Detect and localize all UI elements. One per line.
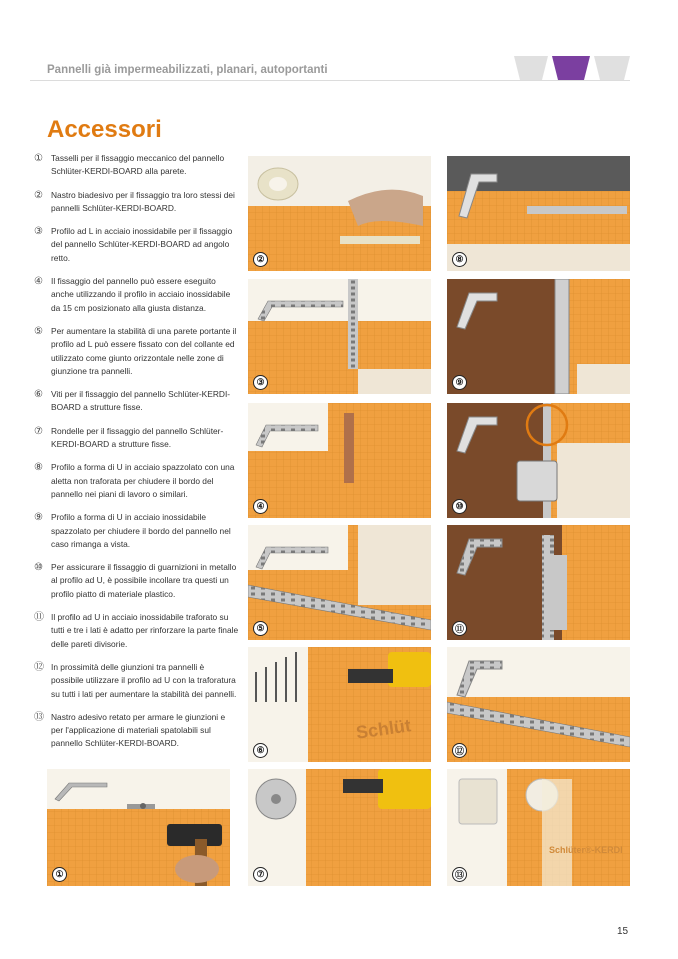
photo-badge: ①: [52, 867, 67, 882]
photo-perforated-u-profile: [447, 525, 630, 640]
photo-screws-drill: [248, 647, 431, 762]
tab-active: [552, 56, 590, 80]
photo-l-profile: [248, 279, 431, 394]
item-number: ①: [34, 153, 43, 164]
list-item: [34, 152, 239, 179]
list-item: [34, 461, 239, 501]
page-title: Accessori: [47, 116, 162, 143]
photo-badge: ④: [253, 499, 268, 514]
photo-horizontal-joint: [248, 525, 431, 640]
list-item: [34, 561, 239, 601]
list-item: [34, 661, 239, 701]
item-text: Profilo ad L in acciaio inossidabile per il fissaggio del pannello Schlüter-KERDI-BOARD ad angolo retto.: [51, 226, 233, 263]
photo-short-profile: [248, 403, 431, 518]
list-item: [34, 711, 239, 751]
list-item: [34, 388, 239, 415]
item-number: ②: [34, 189, 43, 201]
item-text: Rondelle per il fissaggio del pannello Schlüter-KERDI-BOARD a strutture fisse.: [51, 425, 224, 450]
photo-badge: ⑥: [253, 743, 268, 758]
item-number: ⑨: [34, 512, 43, 524]
list-item: [34, 325, 239, 378]
item-text: Nastro adesivo retato per armare le giunzioni e per l'applicazione di materiali spatolabili sul pannello Schlüter-KERDI-BOARD.: [51, 711, 226, 749]
item-number: ⑬: [34, 711, 44, 723]
photo-badge: ⑫: [452, 743, 467, 758]
tab-left: [514, 56, 548, 80]
item-text: Per aumentare la stabilità di una parete portante il profilo ad L può essere fissato con del collante ed utilizzato come giunto orizzontale nelle zone di giunzione tra pannelli.: [51, 325, 237, 376]
photo-badge: ⑬: [452, 867, 467, 882]
item-text: Il profilo ad U in acciaio inossidabile traforato su tutti e tre i lati è adatto per rinforzare la parte finale delle pareti divisorie.: [51, 612, 239, 649]
photo-panel-joint-profile: [447, 647, 630, 762]
list-item: [34, 275, 239, 315]
item-number: ⑫: [34, 661, 44, 673]
item-text: Profilo a forma di U in acciaio inossidabile spazzolato per chiudere il bordo del pannello nel caso rimanga a vista.: [51, 512, 231, 549]
item-text: Nastro biadesivo per il fissaggio tra loro stessi dei pannelli Schlüter-KERDI-BOARD.: [51, 189, 235, 213]
item-text: Il fissaggio del pannello può essere eseguito anche utilizzando il profilo in acciaio inossidabile da 15 cm posizionato alla giusta distanza.: [51, 276, 231, 313]
photo-badge: ⑩: [452, 499, 467, 514]
item-number: ⑧: [34, 462, 43, 474]
photo-badge: ⑧: [452, 252, 467, 267]
section-tabs: [512, 54, 632, 82]
item-number: ⑦: [34, 425, 43, 437]
photo-u-profile-edge: [447, 279, 630, 394]
photo-badge: ⑪: [452, 621, 467, 636]
brand-watermark: Schlüt: [354, 715, 413, 743]
item-number: ⑥: [34, 389, 43, 401]
photo-reinforcing-tape: [447, 769, 630, 886]
photo-wall-plug-hammer: [47, 769, 230, 886]
item-number: ⑤: [34, 325, 43, 337]
item-text: Viti per il fissaggio del pannello Schlüter-KERDI-BOARD a strutture fisse.: [51, 389, 231, 413]
brand-watermark: Schlüter®-KERDI: [549, 845, 623, 855]
photo-badge: ⑤: [253, 621, 268, 636]
list-item: [34, 225, 239, 265]
photo-badge: ③: [253, 375, 268, 390]
photo-badge: ⑨: [452, 375, 467, 390]
photo-u-profile-worktop: [447, 156, 630, 271]
list-item: [34, 611, 239, 651]
item-number: ③: [34, 226, 43, 238]
photo-badge: ⑦: [253, 867, 268, 882]
item-number: ④: [34, 276, 43, 288]
item-number: ⑩: [34, 562, 43, 574]
tab-right: [594, 56, 630, 80]
list-item: [34, 425, 239, 452]
item-number: ⑪: [34, 612, 44, 624]
item-text: Per assicurare il fissaggio di guarnizioni in metallo al profilo ad U, è possibile incollare tra questi un profilo piatto di materiale plastico.: [51, 562, 237, 599]
list-item: [34, 189, 239, 216]
page-number: 15: [617, 926, 629, 937]
item-text: In prossimità delle giunzioni tra pannelli è possibile utilizzare il profilo ad U con la traforatura su tutti i lati per aumentare la stabilità dei pannelli.: [51, 661, 237, 699]
item-text: Profilo a forma di U in acciaio spazzolato con una aletta non traforata per chiudere il bordo del pannello nei piani di lavoro o similari.: [51, 462, 235, 499]
list-item: [34, 511, 239, 551]
running-title: Pannelli già impermeabilizzati, planari, autoportanti: [47, 64, 328, 76]
photo-badge: ②: [253, 252, 268, 267]
photo-washers-drill: [248, 769, 431, 886]
accessory-list: [34, 152, 239, 761]
item-text: Tasselli per il fissaggio meccanico del pannello Schlüter-KERDI-BOARD alla parete.: [51, 153, 225, 177]
photo-double-sided-tape: [248, 156, 431, 271]
photo-glass-door-hinge: [447, 403, 630, 518]
